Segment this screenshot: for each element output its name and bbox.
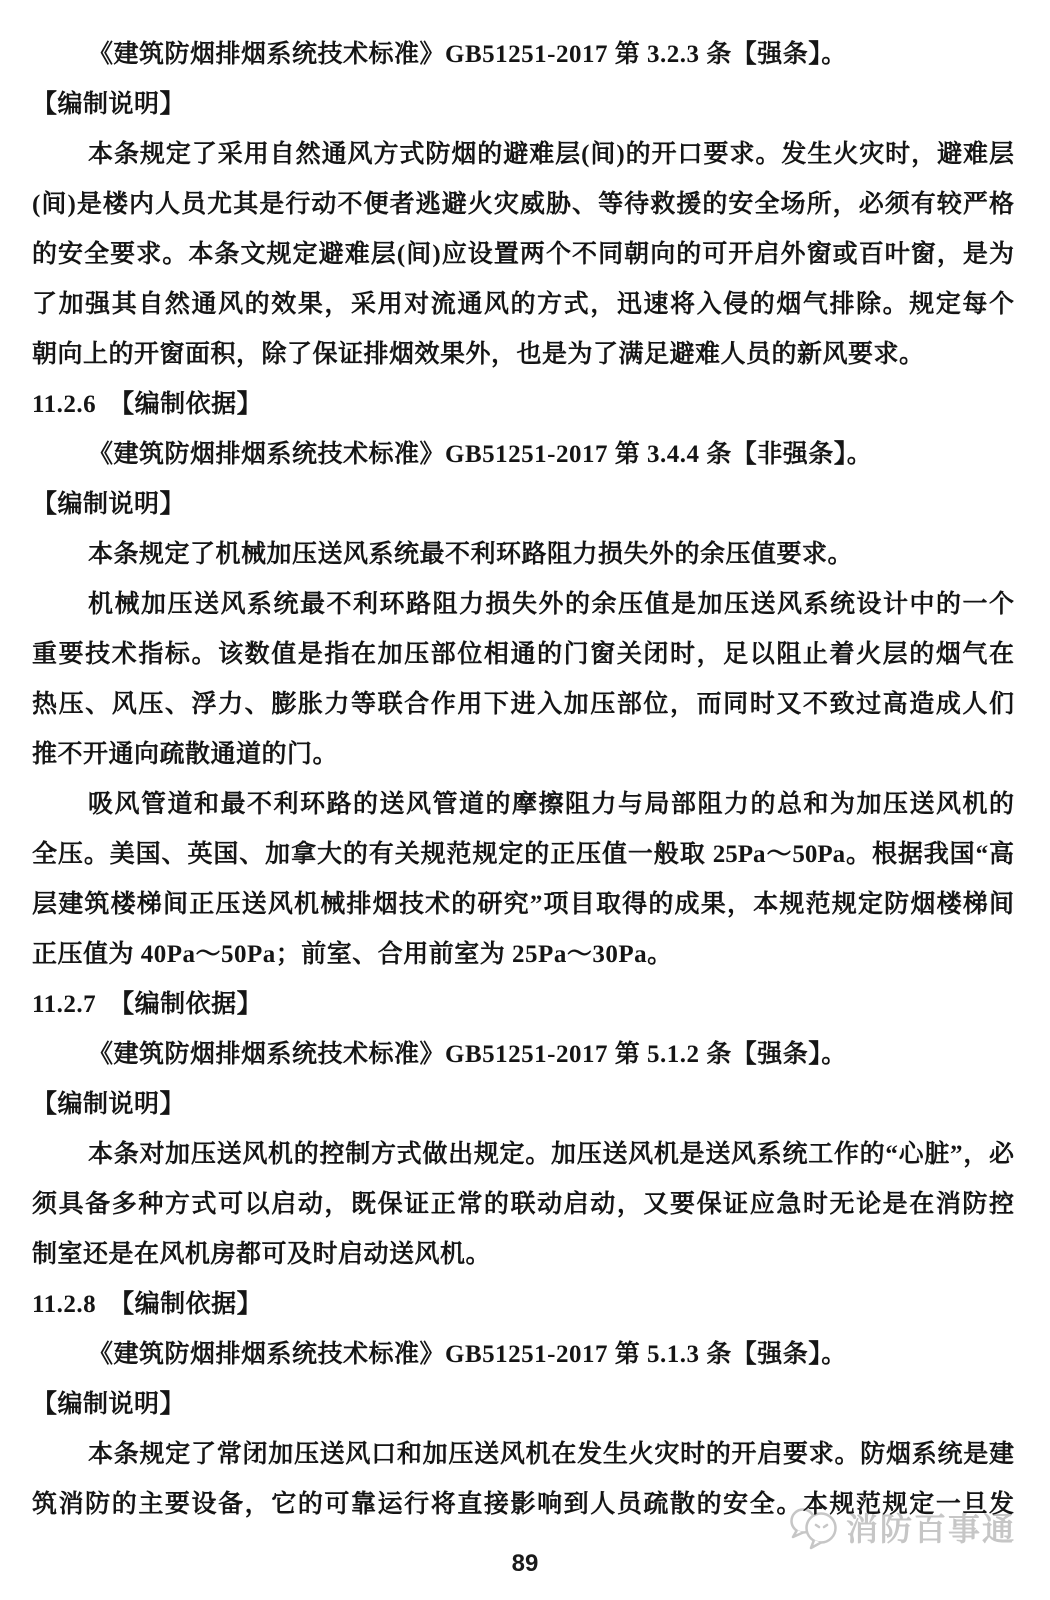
text-line: 本条规定了机械加压送风系统最不利环路阻力损失外的余压值要求。 [88, 541, 854, 568]
text-line: 正压值为 40Pa～50Pa；前室、合用前室为 25Pa～30Pa。 [32, 941, 673, 968]
text-line: 朝向上的开窗面积，除了保证排烟效果外，也是为了满足避难人员的新风要求。 [32, 341, 925, 368]
text-line: 《建筑防烟排烟系统技术标准》GB51251-2017 第 3.4.4 条【非强条】。 [88, 441, 873, 468]
text-line: 本条对加压送风机的控制方式做出规定。加压送风机是送风系统工作的“心脏”，必 [88, 1141, 1014, 1168]
text-line: 层建筑楼梯间正压送风机械排烟技术的研究”项目取得的成果，本规范规定防烟楼梯间 [32, 891, 1014, 918]
text-line: 吸风管道和最不利环路的送风管道的摩擦阻力与局部阻力的总和为加压送风机的 [88, 791, 1014, 818]
text-line: 【编制说明】 [32, 1091, 186, 1118]
text-line: 《建筑防烟排烟系统技术标准》GB51251-2017 第 5.1.2 条【强条】。 [88, 1041, 847, 1068]
text-line: 须具备多种方式可以启动，既保证正常的联动启动，又要保证应急时无论是在消防控 [32, 1191, 1014, 1218]
text-line: (间)是楼内人员尤其是行动不便者逃避火灾威胁、等待救援的安全场所，必须有较严格 [32, 191, 1014, 218]
text-line: 【编制说明】 [32, 91, 186, 118]
text-line: 机械加压送风系统最不利环路阻力损失外的余压值是加压送风系统设计中的一个 [88, 591, 1014, 618]
text-line: 重要技术指标。该数值是指在加压部位相通的门窗关闭时，足以阻止着火层的烟气在 [32, 641, 1014, 668]
text-line: 11.2.7 【编制依据】 [32, 991, 263, 1018]
text-line: 推不开通向疏散通道的门。 [32, 741, 339, 768]
text-line: 全压。美国、英国、加拿大的有关规范规定的正压值一般取 25Pa～50Pa。根据我国“高 [32, 841, 1014, 868]
text-line: 热压、风压、浮力、膨胀力等联合作用下进入加压部位，而同时又不致过高造成人们 [32, 691, 1014, 718]
page-number: 89 [511, 1550, 539, 1577]
text-line: 《建筑防烟排烟系统技术标准》GB51251-2017 第 3.2.3 条【强条】。 [88, 41, 847, 68]
document-lines [32, 30, 1014, 1530]
watermark-text: 消防百事通 [845, 1511, 1016, 1547]
text-line: 《建筑防烟排烟系统技术标准》GB51251-2017 第 5.1.3 条【强条】。 [88, 1341, 847, 1368]
text-line: 11.2.6 【编制依据】 [32, 391, 263, 418]
text-line: 11.2.8 【编制依据】 [32, 1291, 263, 1318]
text-line: 本条规定了采用自然通风方式防烟的避难层(间)的开口要求。发生火灾时，避难层 [88, 141, 1014, 168]
text-line: 【编制说明】 [32, 491, 186, 518]
text-line: 筑消防的主要设备，它的可靠运行将直接影响到人员疏散的安全。本规范规定一旦发 [32, 1491, 1014, 1518]
text-line: 的安全要求。本条文规定避难层(间)应设置两个不同朝向的可开启外窗或百叶窗，是为 [32, 241, 1014, 268]
text-line: 制室还是在风机房都可及时启动送风机。 [32, 1241, 492, 1268]
text-line: 了加强其自然通风的效果，采用对流通风的方式，迅速将入侵的烟气排除。规定每个 [32, 291, 1014, 318]
text-line: 【编制说明】 [32, 1391, 186, 1418]
text-line: 本条规定了常闭加压送风口和加压送风机在发生火灾时的开启要求。防烟系统是建 [88, 1441, 1014, 1468]
